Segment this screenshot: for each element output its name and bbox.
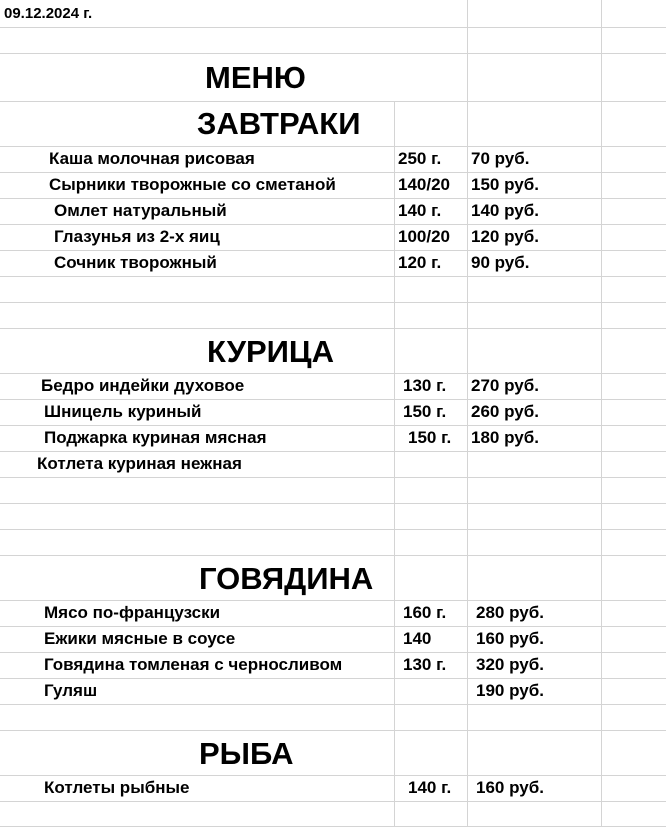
item-price: 320 руб. (476, 655, 544, 674)
item-price: 140 руб. (471, 201, 539, 220)
row-line (0, 224, 666, 225)
section-heading-breakfast: ЗАВТРАКИ (197, 106, 361, 141)
row-line (0, 730, 666, 731)
item-weight: 140/20 (398, 175, 450, 194)
item-name: Шницель куриный (44, 402, 202, 421)
item-price: 150 руб. (471, 175, 539, 194)
item-name: Гуляш (44, 681, 98, 700)
row-line (0, 626, 666, 627)
item-price: 260 руб. (471, 402, 539, 421)
column-line (467, 0, 468, 827)
row-line (0, 678, 666, 679)
item-name: Омлет натуральный (54, 201, 227, 220)
row-line (0, 276, 666, 277)
item-price: 160 руб. (476, 629, 544, 648)
row-line (0, 399, 666, 400)
item-weight: 140 г. (408, 778, 452, 797)
item-weight: 140 г. (398, 201, 442, 220)
row-line (0, 172, 666, 173)
section-heading-fish: РЫБА (199, 736, 294, 771)
item-price: 270 руб. (471, 376, 539, 395)
item-price: 180 руб. (471, 428, 539, 447)
row-line (0, 529, 666, 530)
column-line (601, 0, 602, 827)
item-name: Бедро индейки духовое (41, 376, 245, 395)
item-weight: 140 (403, 629, 432, 648)
item-weight: 120 г. (398, 253, 442, 272)
row-line (0, 477, 666, 478)
item-price: 70 руб. (471, 149, 530, 168)
section-heading-beef: ГОВЯДИНА (199, 561, 374, 596)
item-name: Ежики мясные в соусе (44, 629, 236, 648)
row-line (0, 451, 666, 452)
row-line (0, 302, 666, 303)
row-line (0, 53, 666, 54)
date-label: 09.12.2024 г. (4, 5, 93, 22)
item-name: Сырники творожные со сметаной (49, 175, 336, 194)
row-line (0, 600, 666, 601)
item-name: Котлеты рыбные (44, 778, 190, 797)
item-name: Глазунья из 2-х яиц (54, 227, 220, 246)
row-line (0, 101, 666, 102)
item-name: Котлета куриная нежная (37, 454, 242, 473)
item-price: 120 руб. (471, 227, 539, 246)
item-weight: 160 г. (403, 603, 447, 622)
section-heading-chicken: КУРИЦА (207, 334, 334, 369)
column-line (394, 101, 395, 827)
item-price: 280 руб. (476, 603, 544, 622)
row-line (0, 555, 666, 556)
item-price: 160 руб. (476, 778, 544, 797)
menu-title: МЕНЮ (205, 60, 306, 95)
item-price: 90 руб. (471, 253, 530, 272)
row-line (0, 27, 666, 28)
item-name: Говядина томленая с черносливом (44, 655, 343, 674)
item-name: Каша молочная рисовая (49, 149, 255, 168)
item-weight: 100/20 (398, 227, 450, 246)
row-line (0, 425, 666, 426)
row-line (0, 146, 666, 147)
row-line (0, 775, 666, 776)
item-weight: 150 г. (408, 428, 452, 447)
item-weight: 150 г. (403, 402, 447, 421)
row-line (0, 373, 666, 374)
item-name: Сочник творожный (54, 253, 217, 272)
row-line (0, 704, 666, 705)
row-line (0, 801, 666, 802)
item-weight: 250 г. (398, 149, 442, 168)
item-price: 190 руб. (476, 681, 544, 700)
row-line (0, 250, 666, 251)
item-weight: 130 г. (403, 655, 447, 674)
row-line (0, 198, 666, 199)
item-weight: 130 г. (403, 376, 447, 395)
item-name: Поджарка куриная мясная (44, 428, 267, 447)
row-line (0, 652, 666, 653)
row-line (0, 503, 666, 504)
item-name: Мясо по-французски (44, 603, 221, 622)
row-line (0, 328, 666, 329)
